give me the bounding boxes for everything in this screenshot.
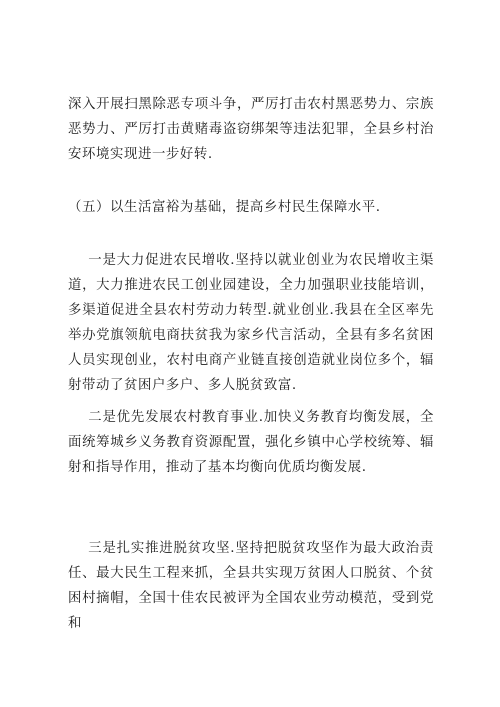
body-paragraph-2: 一是大力促进农民增收.坚持以就业创业为农民增收主渠道，大力推进农民工创业园建设，全力加强职业技能培训，多渠道促进全县农村劳动力转型.就业创业.我县在全区率先举办党旗领航电商扶贫我为家乡代言活动，全县有多名贫困人员实现创业，农村电商产业链直接创造就业岗位多个，辐射带动了贫困户多户、多人脱贫致富. bbox=[68, 253, 434, 393]
section-heading-5: （五）以生活富裕为基础，提高乡村民生保障水平. bbox=[68, 200, 381, 215]
body-paragraph-3: 二是优先发展农村教育事业.加快义务教育均衡发展，全面统筹城乡义务教育资源配置，强化乡镇中心学校统筹、辐射和指导作用，推动了基本均衡向优质均衡发展. bbox=[68, 410, 434, 475]
body-paragraph-4: 三是扎实推进脱贫攻坚.坚持把脱贫攻坚作为最大政治责任、最大民生工程来抓，全县共实现万贫困人口脱贫、个贫困村摘帽，全国十佳农民被评为全国农业劳动模范，受到党和 bbox=[68, 541, 434, 631]
body-paragraph-1: 深入开展扫黑除恶专项斗争，严厉打击农村黑恶势力、宗族恶势力、严厉打击黄赌毒盗窃绑架等违法犯罪，全县乡村治安环境实现进一步好转. bbox=[68, 97, 434, 162]
